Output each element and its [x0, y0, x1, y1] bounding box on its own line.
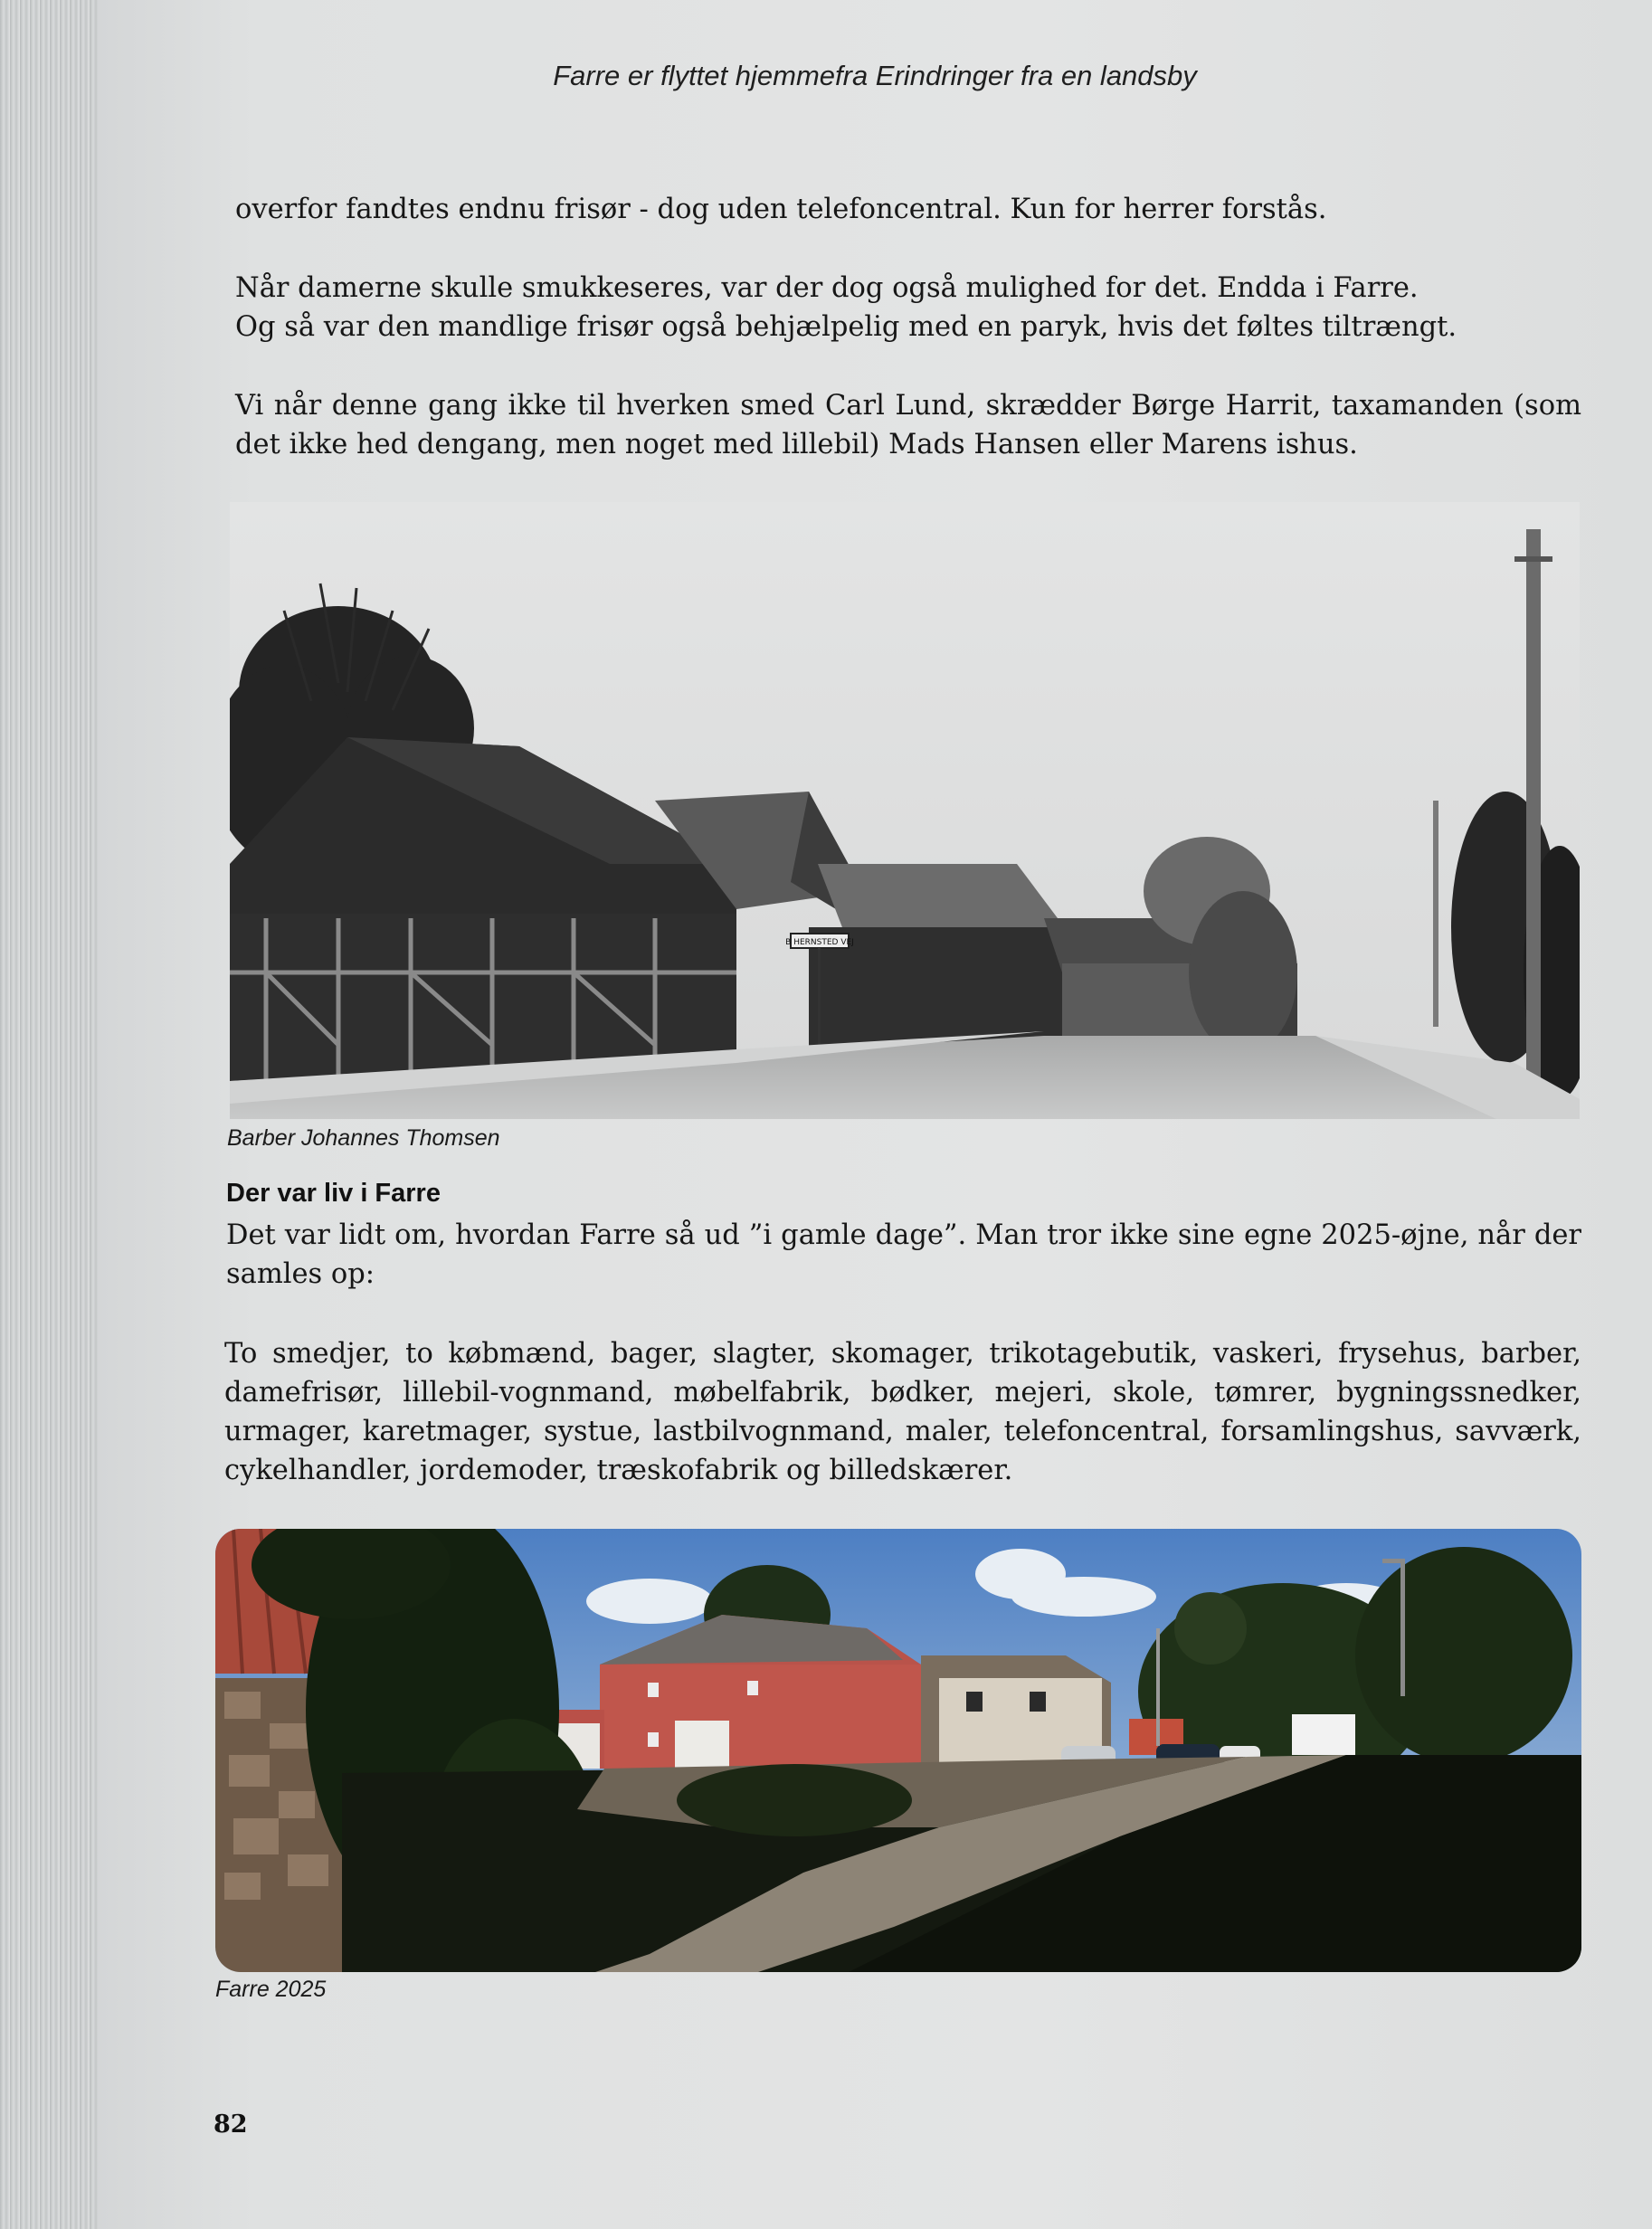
intro-line-3: Og så var den mandlige frisør også behjælpelig med en paryk, hvis det føltes tiltrængt.	[235, 311, 1457, 343]
intro-line-4: Vi når denne gang ikke til hverken smed Carl Lund, skrædder Børge Harrit, taxamanden (som	[235, 390, 1581, 422]
section-heading: Der var liv i Farre	[226, 1179, 441, 1208]
intro-line-1: overfor fandtes endnu frisør - dog uden telefoncentral. Kun for herrer forstås.	[235, 194, 1327, 225]
section-p1-line-1: Det var lidt om, hvordan Farre så ud ”i gamle dage”. Man tror ikke sine egne 2025-øjne, når der	[226, 1219, 1581, 1251]
book-page-edges	[0, 0, 104, 2229]
intro-paragraph-2	[235, 269, 1592, 346]
book-page	[98, 0, 1652, 2229]
section-p2-line-1: To smedjer, to købmænd, bager, slagter, skomager, trikotagebutik, vaskeri, frysehus, barber,	[224, 1338, 1581, 1370]
section-paragraph-1	[226, 1216, 1581, 1294]
intro-paragraph-3	[235, 386, 1581, 464]
intro-paragraph-1	[235, 190, 1592, 229]
photo-2-caption: Farre 2025	[215, 1977, 327, 2002]
historic-street-photo-image	[230, 502, 1580, 1119]
intro-line-5: det ikke hed dengang, men noget med lillebil) Mads Hansen eller Marens ishus.	[235, 429, 1358, 460]
modern-street-photo	[215, 1529, 1581, 1972]
section-p1-line-2: samles op:	[226, 1258, 375, 1290]
section-paragraph-2	[224, 1334, 1581, 1490]
page-number: 82	[214, 2110, 248, 2139]
modern-street-photo-image	[215, 1529, 1581, 1972]
section-p2-line-3: urmager, karetmager, systue, lastbilvognmand, maler, telefoncentral, forsamlingshus, savværk,	[224, 1416, 1581, 1447]
street-sign-text: B HERNSTED VEJ	[785, 938, 854, 947]
section-p2-line-4: cykelhandler, jordemoder, træskofabrik og billedskærer.	[224, 1455, 1013, 1486]
section-p2-line-2: damefrisør, lillebil-vognmand, møbelfabrik, bødker, mejeri, skole, tømrer, bygningssnedker,	[224, 1377, 1581, 1409]
historic-street-photo	[230, 502, 1580, 1119]
photo-1-caption: Barber Johannes Thomsen	[227, 1125, 500, 1151]
intro-line-2: Når damerne skulle smukkeseres, var der dog også mulighed for det. Endda i Farre.	[235, 272, 1419, 304]
running-header: Farre er flyttet hjemmefra Erindringer fra en landsby	[553, 60, 1197, 91]
